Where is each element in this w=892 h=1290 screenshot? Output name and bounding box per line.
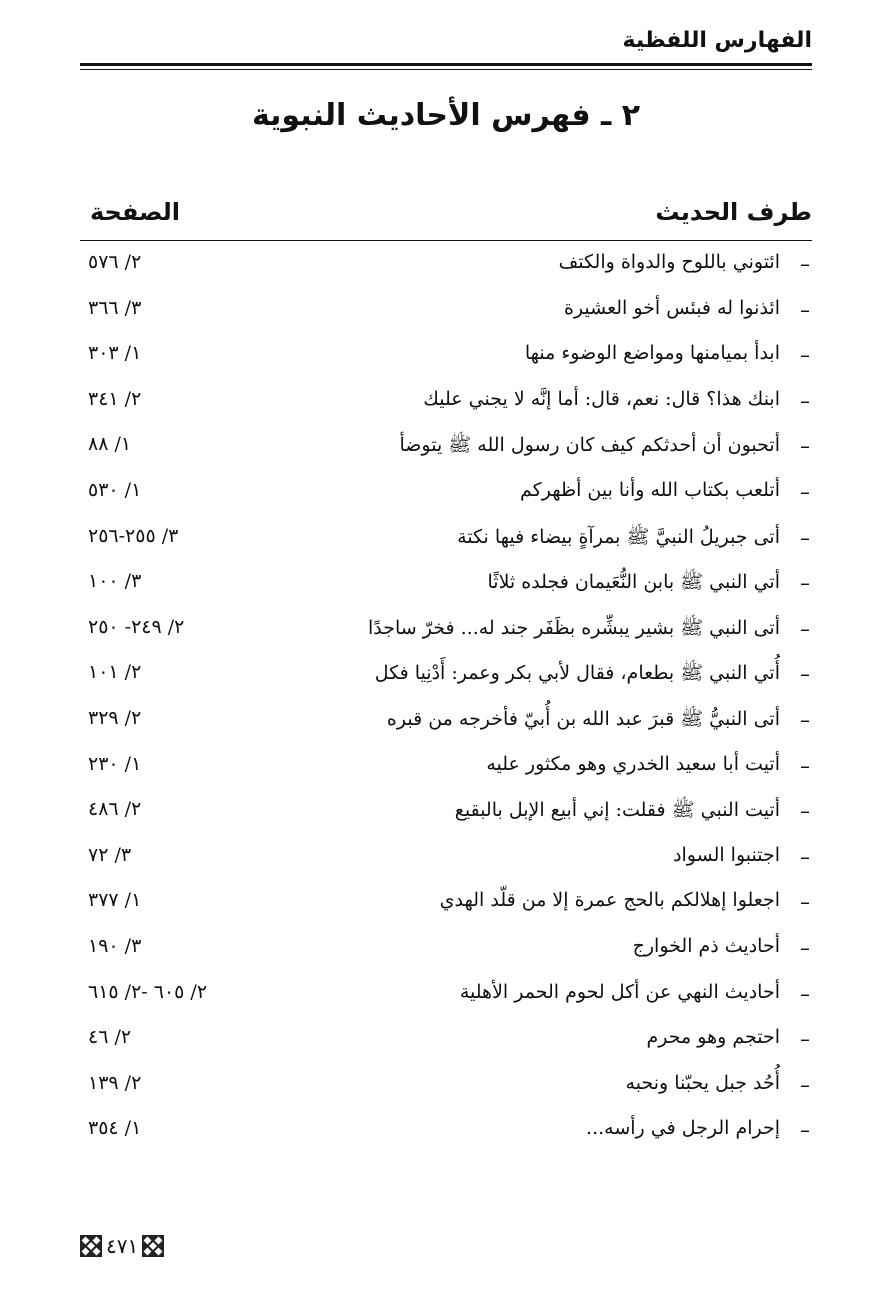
entry-text: ابنك هذا؟ قال: نعم، قال: أما إنَّه لا يجني عليك <box>423 387 780 410</box>
index-entry <box>80 471 812 517</box>
entry-dash: – <box>800 1072 810 1097</box>
entry-page-ref: ١/ ٨٨ <box>88 433 132 456</box>
entry-text: أُتي النبي ﷺ بطعام، فقال لأبي بكر وعمر: أَدْنِيا فكل <box>374 662 780 685</box>
entry-page-ref: ١/ ٥٣٠ <box>88 478 142 501</box>
entry-text: أحاديث ذم الخوارج <box>632 934 780 957</box>
diamond-lattice-ornament-icon <box>142 1235 164 1257</box>
index-entry <box>80 562 812 608</box>
entry-dash: – <box>800 297 810 322</box>
entry-dash: – <box>800 434 810 459</box>
entry-dash: – <box>800 935 810 960</box>
entry-dash: – <box>800 616 810 641</box>
index-entry <box>80 973 812 1019</box>
entry-dash: – <box>800 1027 810 1052</box>
index-entry <box>80 881 812 927</box>
index-entry <box>80 836 812 882</box>
entry-text: اجعلوا إهلالكم بالحج عمرة إلا من قلّد الهدي <box>439 889 780 912</box>
header-rule-thick <box>80 63 812 66</box>
index-entry <box>80 334 812 380</box>
column-header-page: الصفحة <box>90 198 181 226</box>
diamond-lattice-ornament-icon <box>80 1235 102 1257</box>
running-title: الفهارس اللفظية <box>622 28 812 53</box>
entry-text: أتى النبيُّ ﷺ قبرَ عبد الله بن أُبيّ فأخرجه من قبره <box>386 707 780 730</box>
entry-page-ref: ٣/ ٢٥٥-٢٥٦ <box>88 524 179 547</box>
entry-text: ابدأ بميامنها ومواضع الوضوء منها <box>524 342 780 365</box>
entry-page-ref: ٢/ ٤٨٦ <box>88 798 142 821</box>
index-entry <box>80 289 812 335</box>
entry-page-ref: ٢/ ٣٢٩ <box>88 706 142 729</box>
entry-dash: – <box>800 707 810 732</box>
entry-dash: – <box>800 844 810 869</box>
index-entry <box>80 517 812 563</box>
entry-dash: – <box>800 388 810 413</box>
entry-text: ائذنوا له فبئس أخو العشيرة <box>563 296 780 319</box>
entry-text: ائتوني باللوح والدواة والكتف <box>558 251 780 273</box>
entry-page-ref: ٣/ ٧٢ <box>88 843 132 866</box>
entry-page-ref: ٢/ ٣٤١ <box>88 387 142 410</box>
entry-page-ref: ٣/ ٣٦٦ <box>88 296 142 319</box>
page-number: ٤٧١ <box>106 1234 139 1258</box>
entry-text: أحاديث النهي عن أكل لحوم الحمر الأهلية <box>459 980 780 1003</box>
index-entry <box>80 608 812 654</box>
hadith-index-list <box>80 243 812 1155</box>
entry-text: أتي النبي ﷺ بابن النُّعَيمان فجلده ثلاثًا <box>487 571 780 594</box>
entry-dash: – <box>800 662 810 687</box>
index-entry <box>80 927 812 973</box>
entry-page-ref: ٢/ ٥٧٦ <box>88 251 142 273</box>
index-entry <box>80 243 812 289</box>
entry-text: احتجم وهو محرم <box>646 1026 780 1049</box>
entry-dash: – <box>800 981 810 1006</box>
entry-dash: – <box>800 1118 810 1143</box>
entry-page-ref: ٢/ ٢٤٩- ٢٥٠ <box>88 615 185 638</box>
entry-dash: – <box>800 799 810 824</box>
entry-page-ref: ١/ ٣٠٣ <box>88 342 142 365</box>
entry-dash: – <box>800 252 810 276</box>
index-entry <box>80 653 812 699</box>
entry-dash: – <box>800 571 810 596</box>
entry-page-ref: ٢/ ٦٠٥ -٢/ ٦١٥ <box>88 980 208 1003</box>
entry-page-ref: ١/ ٢٣٠ <box>88 752 142 775</box>
index-entry <box>80 1109 812 1155</box>
header-rule-thin <box>80 69 812 70</box>
entry-page-ref: ٢/ ٤٦ <box>88 1026 132 1049</box>
entry-text: أتى جبريلُ النبيَّ ﷺ بمرآةٍ بيضاء فيها نكتة <box>457 525 780 548</box>
entry-page-ref: ٢/ ١٠١ <box>88 661 142 684</box>
entry-text: أُحُد جبل يحبّنا ونحبه <box>625 1071 780 1094</box>
page-folio <box>80 1234 164 1258</box>
entry-dash: – <box>800 753 810 778</box>
entry-page-ref: ٣/ ١٩٠ <box>88 934 142 957</box>
index-entry <box>80 699 812 745</box>
entry-page-ref: ٢/ ١٣٩ <box>88 1071 142 1094</box>
index-entry <box>80 425 812 471</box>
entry-dash: – <box>800 343 810 368</box>
entry-page-ref: ٣/ ١٠٠ <box>88 570 142 593</box>
entry-dash: – <box>800 890 810 915</box>
entry-page-ref: ١/ ٣٥٤ <box>88 1117 142 1140</box>
column-header-hadith: طرف الحديث <box>655 198 812 226</box>
entry-text: أتحبون أن أحدثكم كيف كان رسول الله ﷺ يتوضأ <box>399 434 780 457</box>
column-header-rule <box>80 240 812 241</box>
section-title: ٢ ـ فهرس الأحاديث النبوية <box>251 98 641 133</box>
entry-text: إحرام الرجل في رأسه... <box>586 1117 780 1140</box>
index-entry <box>80 1064 812 1110</box>
index-entry <box>80 790 812 836</box>
entry-text: أتلعب بكتاب الله وأنا بين أظهركم <box>520 478 780 501</box>
index-entry <box>80 380 812 426</box>
entry-text: اجتنبوا السواد <box>673 843 780 866</box>
entry-text: أتيت النبي ﷺ فقلت: إني أبيع الإبل بالبقيع <box>454 799 780 822</box>
entry-dash: – <box>800 479 810 504</box>
index-entry <box>80 745 812 791</box>
entry-text: أتيت أبا سعيد الخدري وهو مكثور عليه <box>486 752 780 775</box>
entry-dash: – <box>800 525 810 550</box>
index-entry <box>80 1018 812 1064</box>
entry-text: أتى النبي ﷺ بشير يبشِّره بظَفَر جند له... فخرّ ساجدًا <box>368 616 780 639</box>
entry-page-ref: ١/ ٣٧٧ <box>88 889 142 912</box>
